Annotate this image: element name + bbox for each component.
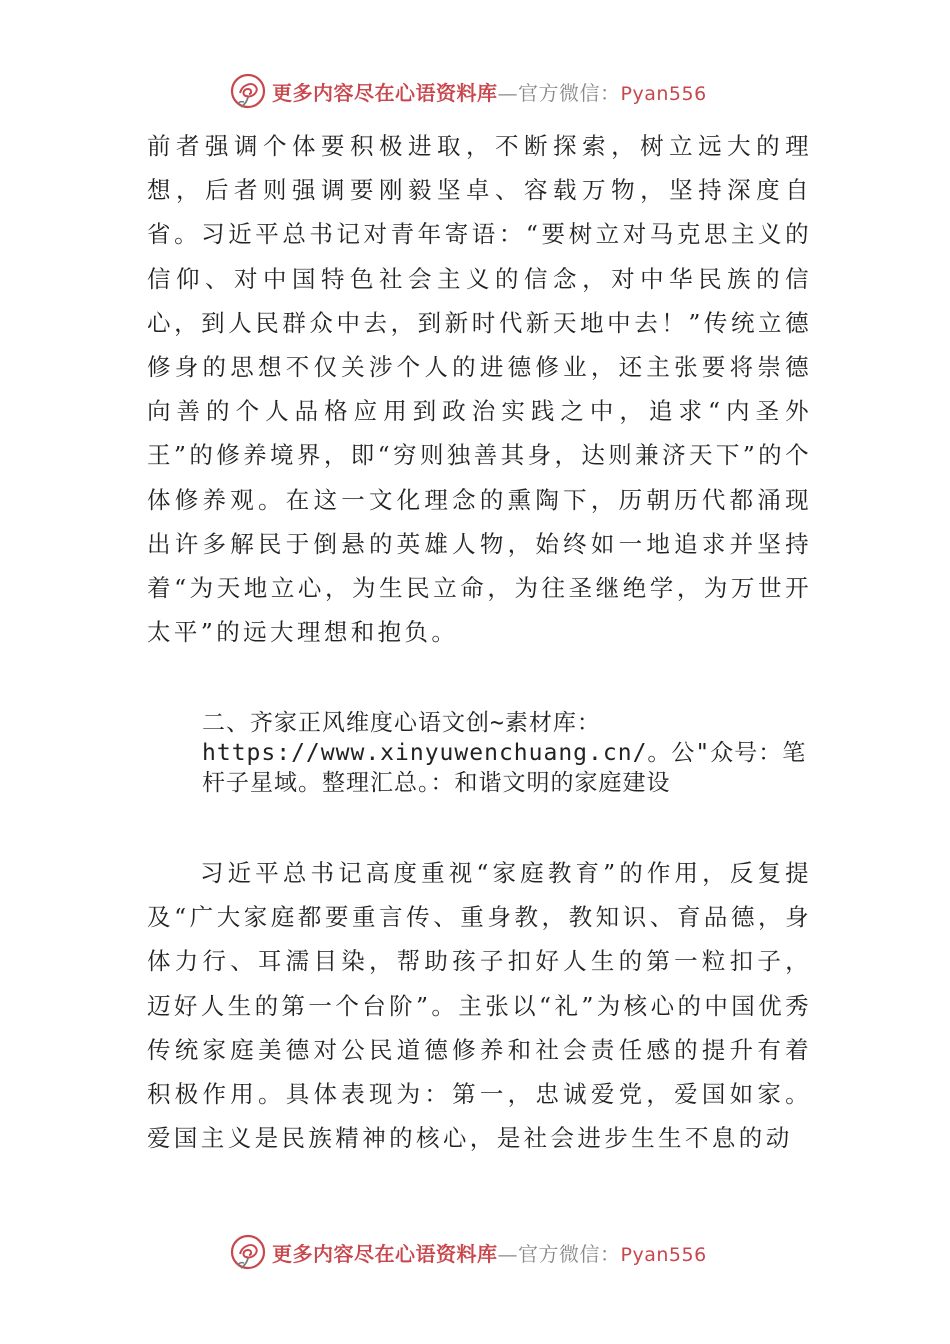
banner-text xyxy=(272,1238,707,1267)
banner-main-text: 更多内容尽在心语资料库 xyxy=(272,80,498,105)
banner-sub-text: 官方微信： xyxy=(518,1241,621,1266)
banner-wechat-id: Pyan556 xyxy=(620,1243,707,1266)
banner-dash: — xyxy=(497,80,518,105)
banner-wechat-id: Pyan556 xyxy=(620,82,707,105)
footer-banner xyxy=(228,1227,748,1277)
paragraph-family-education: 习近平总书记高度重视“家庭教育”的作用，反复提及“广大家庭都要重言传、重身教，教知识、育品德，身体力行、耳濡目染，帮助孩子扣好人生的第一粒扣子，迈好人生的第一个台阶”。主张以“礼”为核心的中国优秀传统家庭美德对公民道德修养和社会责任感的提升有着积极作用。具体表现为：第一，忠诚爱党，爱国如家。爱国主义是民族精神的核心，是社会进步生生不息的动 xyxy=(147,859,812,1153)
rose-logo-icon xyxy=(228,71,268,111)
rose-logo-icon xyxy=(228,1232,268,1272)
banner-text xyxy=(272,77,707,106)
banner-dash: — xyxy=(497,1241,518,1266)
section-heading: 二、齐家正风维度心语文创~素材库：https://www.xinyuwenchuang.cn/。公"众号：笔杆子星域。整理汇总。：和谐文明的家庭建设 xyxy=(202,710,807,796)
header-banner xyxy=(228,66,748,116)
banner-sub-text: 官方微信： xyxy=(518,80,621,105)
banner-main-text: 更多内容尽在心语资料库 xyxy=(272,1241,498,1266)
paragraph-self-cultivation: 前者强调个体要积极进取，不断探索，树立远大的理想，后者则强调要刚毅坚卓、容载万物，坚持深度自省。习近平总书记对青年寄语：“要树立对马克思主义的信仰、对中国特色社会主义的信念，对中华民族的信心，到人民群众中去，到新时代新天地中去！”传统立德修身的思想不仅关涉个人的进德修业，还主张要将崇德向善的个人品格应用到政治实践之中，追求“内圣外王”的修养境界，即“穷则独善其身，达则兼济天下”的个体修养观。在这一文化理念的熏陶下，历朝历代都涌现出许多解民于倒悬的英雄人物，始终如一地追求并坚持着“为天地立心，为生民立命，为往圣继绝学，为万世开太平”的远大理想和抱负。 xyxy=(147,132,812,647)
